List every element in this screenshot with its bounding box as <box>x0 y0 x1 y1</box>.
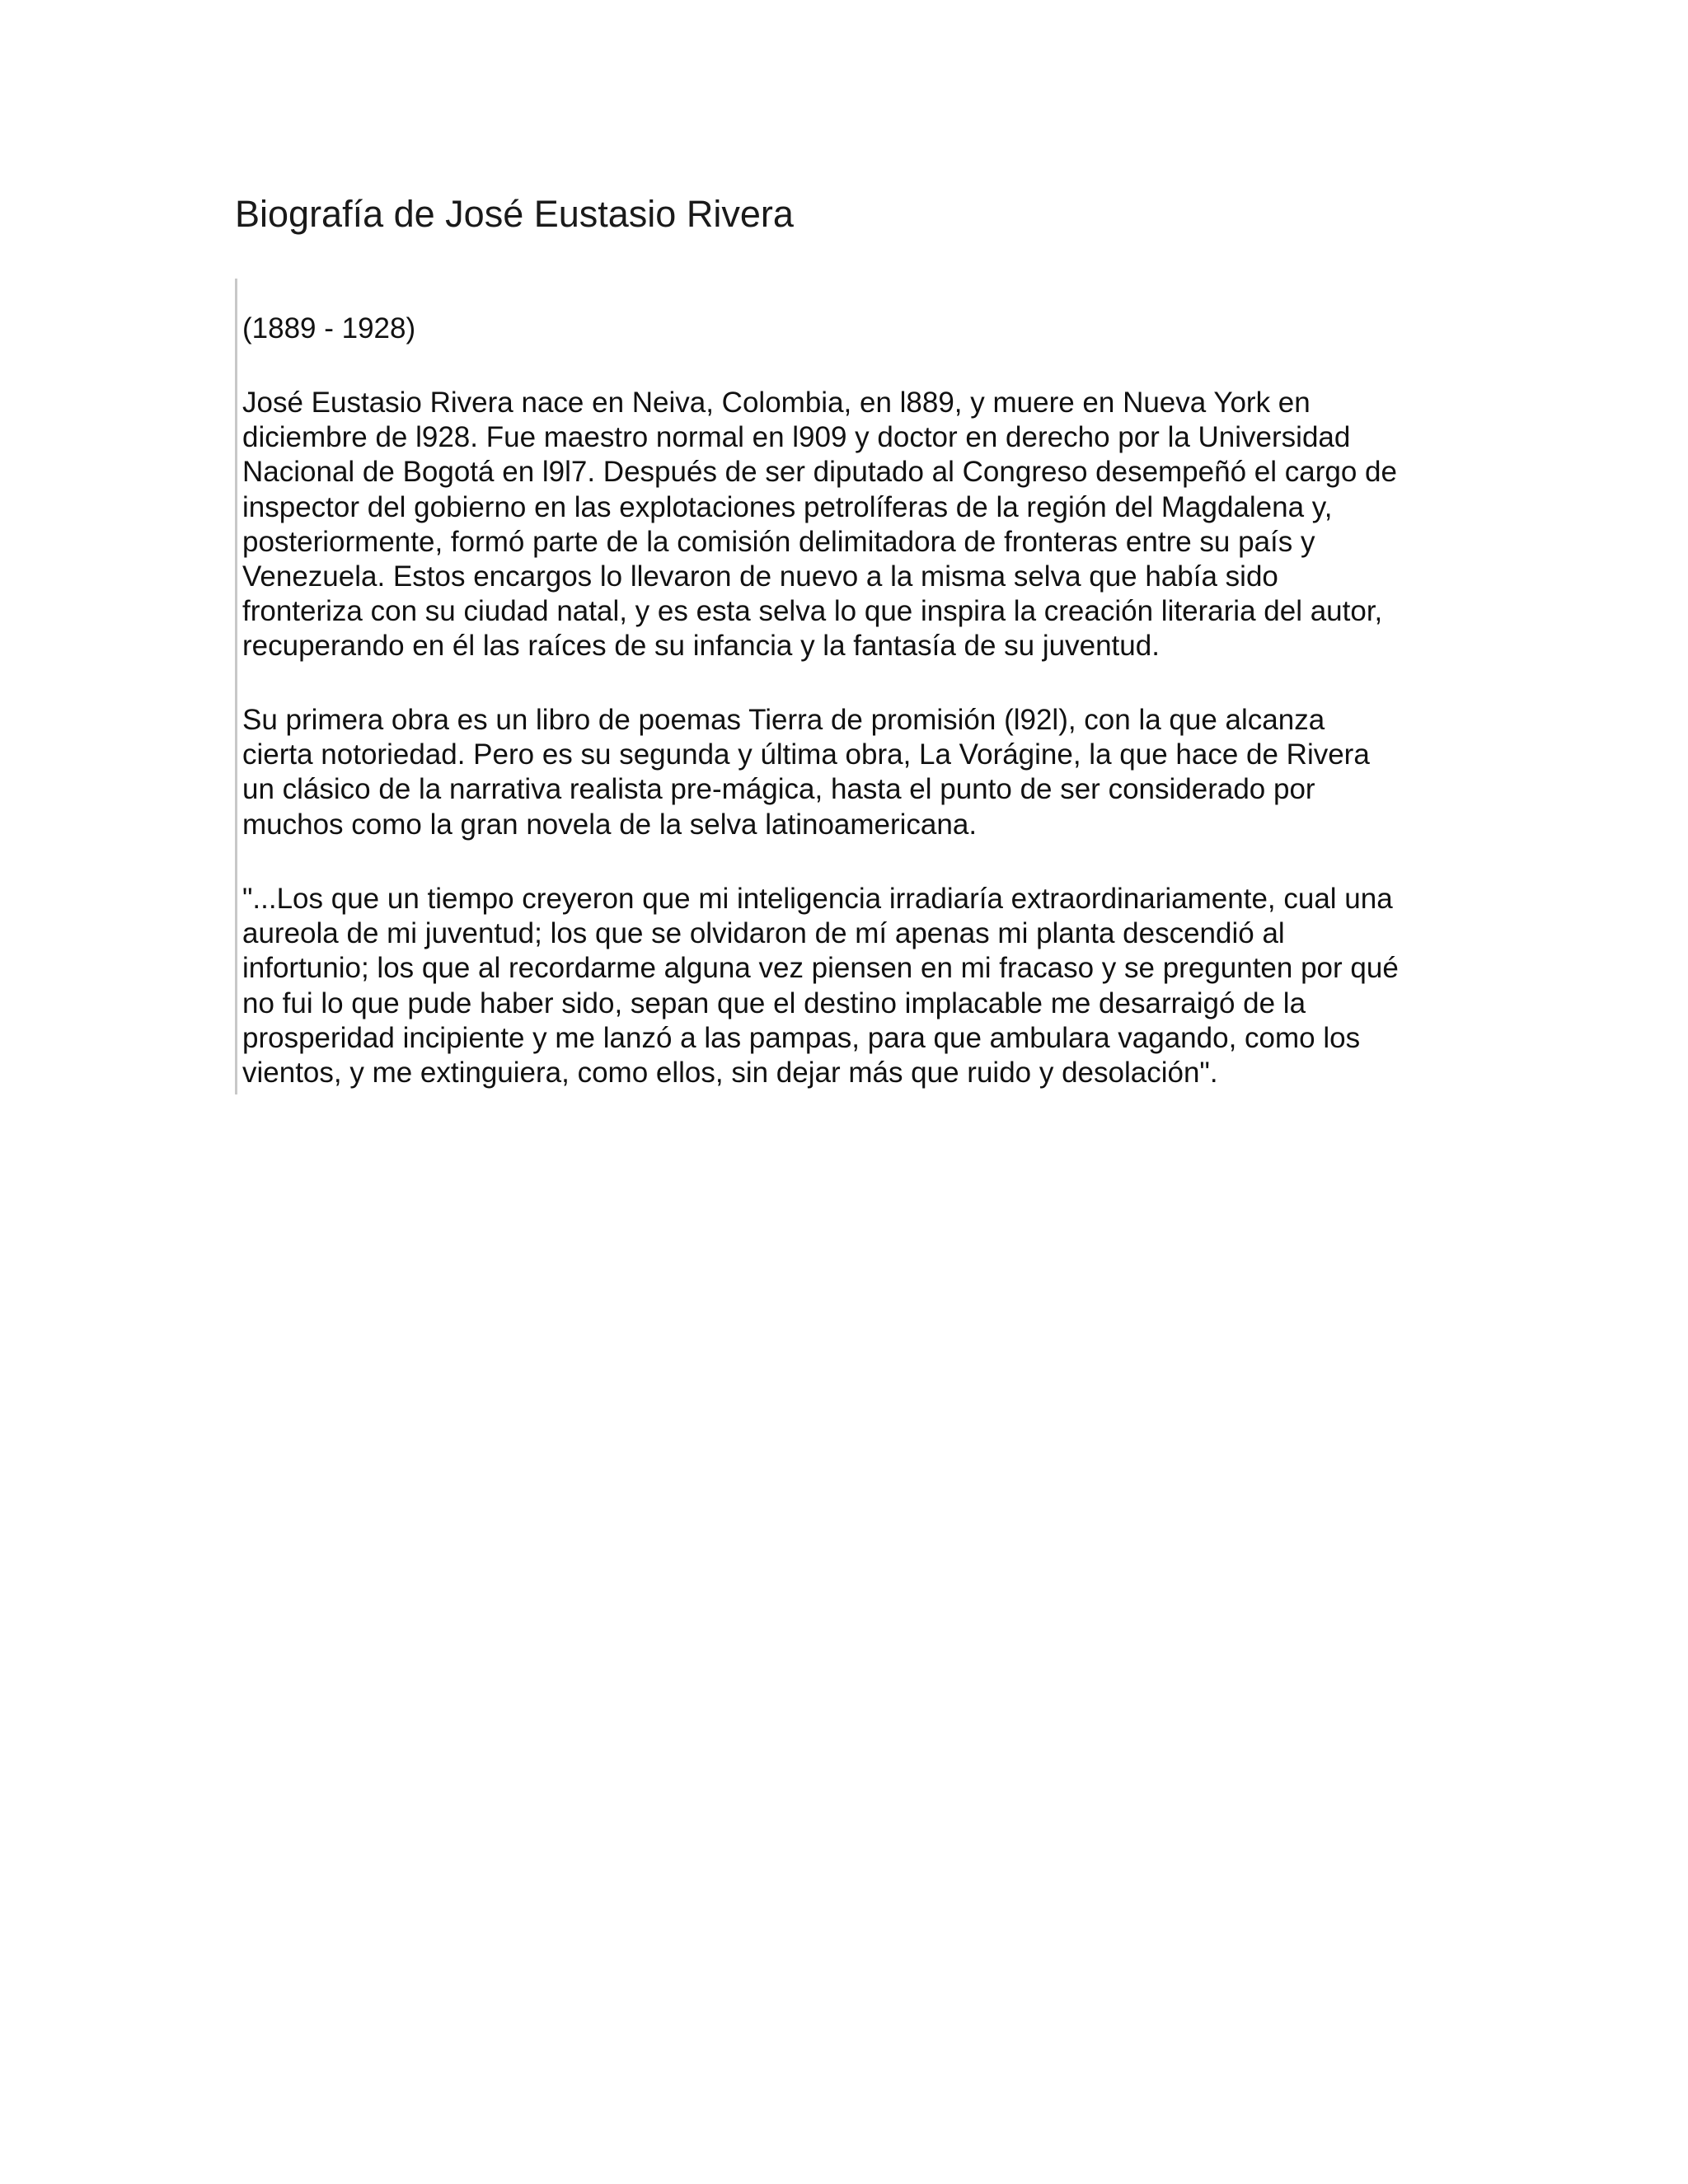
text-line: posteriormente, formó parte de la comisión delimitadora de fronteras entre su país y <box>242 525 1315 558</box>
text-line: infortunio; los que al recordarme alguna vez piensen en mi fracaso y se pregunten por qué <box>242 952 1399 985</box>
text-line: prosperidad incipiente y me lanzó a las pampas, para que ambulara vagando, como los <box>242 1021 1361 1054</box>
paragraph-biography <box>242 386 1472 664</box>
blockquote <box>235 279 1471 1094</box>
text-line: aureola de mi juventud; los que se olvidaron de mí apenas mi planta descendió al <box>242 917 1285 950</box>
text-line: vientos, y me extinguiera, como ellos, sin dejar más que ruido y desolación". <box>242 1057 1218 1090</box>
text-line: José Eustasio Rivera nace en Neiva, Colombia, en l889, y muere en Nueva York en <box>242 387 1311 419</box>
text-line: fronteriza con su ciudad natal, y es esta selva lo que inspira la creación literaria del autor, <box>242 595 1383 628</box>
paragraph-works <box>242 703 1472 842</box>
text-line: diciembre de l928. Fue maestro normal en l909 y doctor en derecho por la Universidad <box>242 421 1351 454</box>
text-line: cierta notoriedad. Pero es su segunda y última obra, La Vorágine, la que hace de Rivera <box>242 738 1370 771</box>
text-line: no fui lo que pude haber sido, sepan que el destino implacable me desarraigó de la <box>242 987 1306 1019</box>
text-line: recuperando en él las raíces de su infancia y la fantasía de su juventud. <box>242 630 1160 663</box>
text-line: muchos como la gran novela de la selva latinoamericana. <box>242 808 978 841</box>
page-title: Biografía de José Eustasio Rivera <box>235 193 794 235</box>
text-line: inspector del gobierno en las explotaciones petrolíferas de la región del Magdalena y, <box>242 490 1333 523</box>
life-dates: (1889 - 1928) <box>242 312 416 344</box>
text-line: "...Los que un tiempo creyeron que mi inteligencia irradiaría extraordinariamente, cual una <box>242 883 1393 915</box>
paragraph-quote <box>242 882 1472 1090</box>
text-line: un clásico de la narrativa realista pre-mágica, hasta el punto de ser considerado por <box>242 773 1315 806</box>
text-line: Venezuela. Estos encargos lo llevaron de nuevo a la misma selva que había sido <box>242 560 1278 593</box>
text-line: Nacional de Bogotá en l9l7. Después de ser diputado al Congreso desempeñó el cargo de <box>242 456 1397 489</box>
text-line: Su primera obra es un libro de poemas Tierra de promisión (l92l), con la que alcanza <box>242 704 1325 736</box>
